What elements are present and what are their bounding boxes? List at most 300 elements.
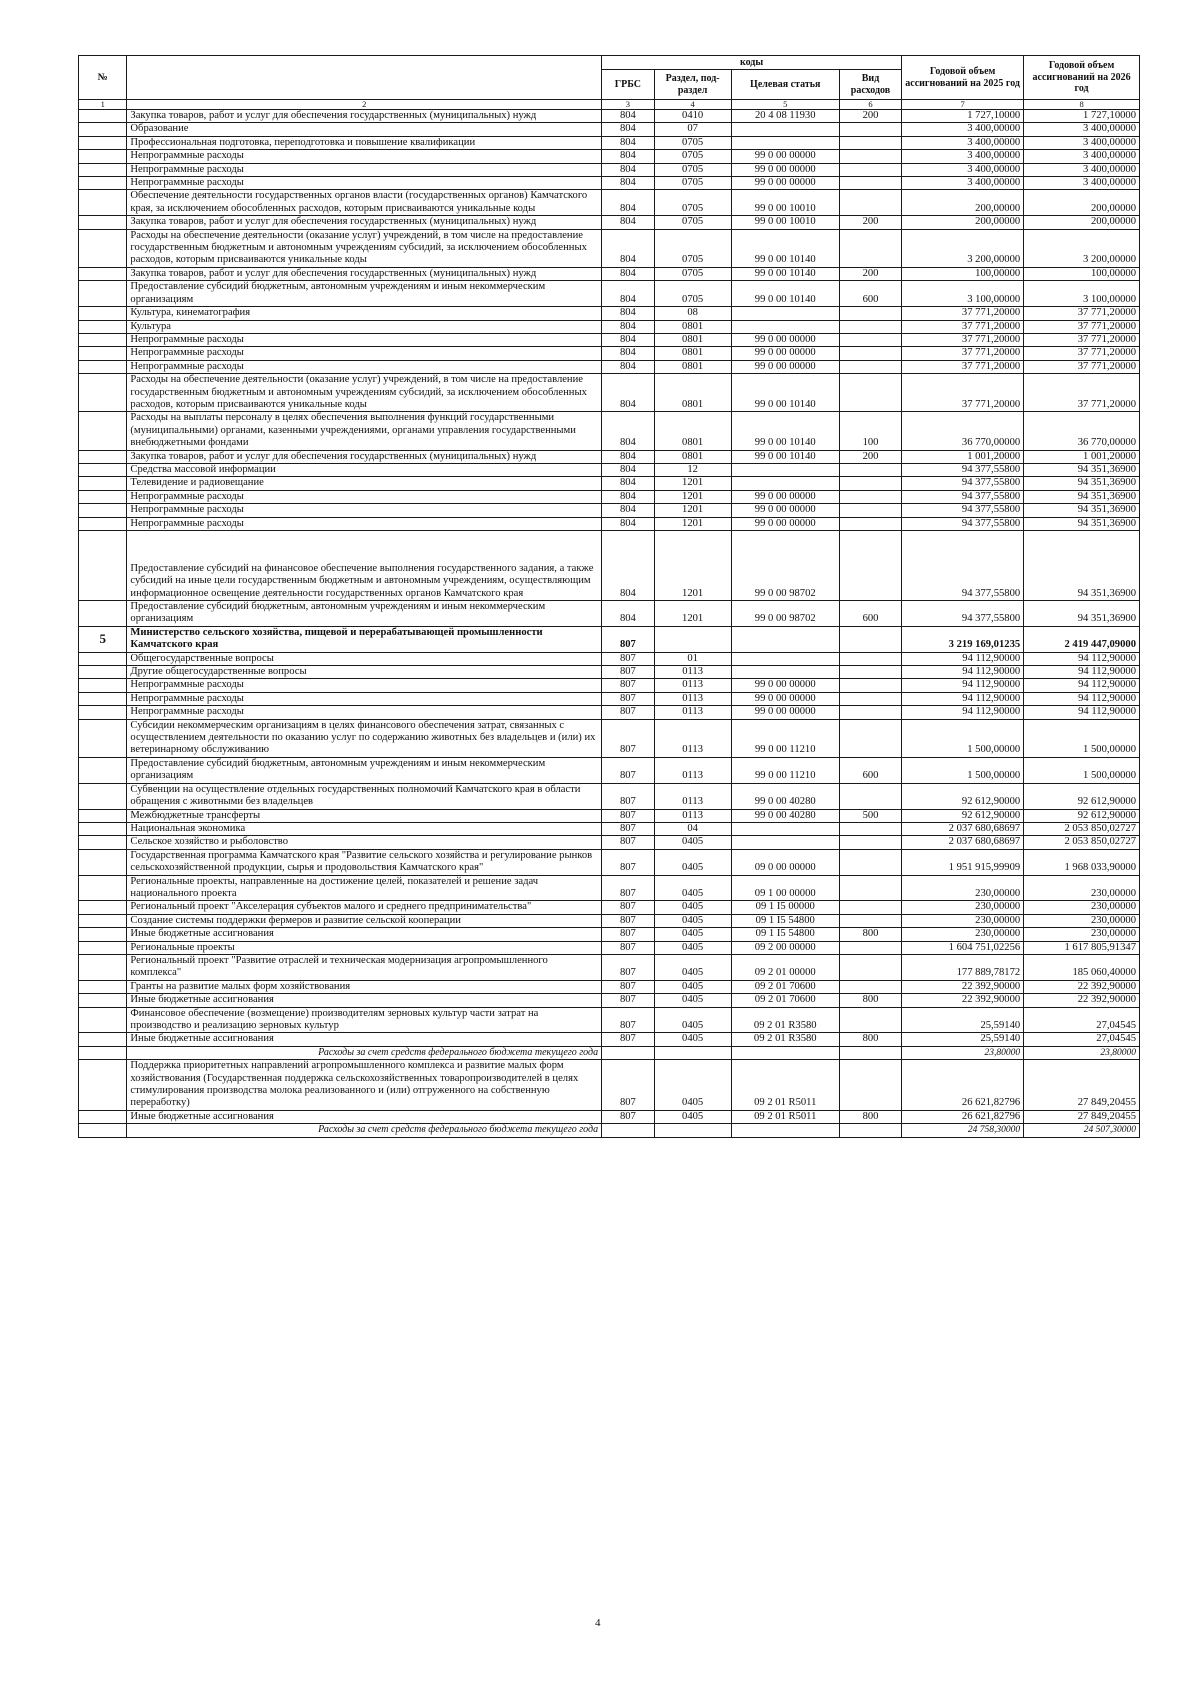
row-section: 0410 xyxy=(654,110,731,123)
row-grbs: 804 xyxy=(602,281,655,307)
row-index xyxy=(79,601,127,627)
row-grbs: 804 xyxy=(602,504,655,517)
row-grbs: 804 xyxy=(602,490,655,503)
table-row xyxy=(79,190,1140,216)
row-vol-2025: 2 037 680,68697 xyxy=(902,822,1024,835)
row-name: Непрограммные расходы xyxy=(127,163,602,176)
row-vol-2026: 37 771,20000 xyxy=(1024,307,1140,320)
row-section: 01 xyxy=(654,652,731,665)
table-row xyxy=(79,1060,1140,1111)
row-target: 09 2 00 00000 xyxy=(731,941,839,954)
header-codes: коды xyxy=(602,56,902,70)
table-header xyxy=(79,56,1140,110)
row-section: 0705 xyxy=(654,281,731,307)
row-name: Общегосударственные вопросы xyxy=(127,652,602,665)
row-grbs: 807 xyxy=(602,1033,655,1046)
row-name: Средства массовой информации xyxy=(127,463,602,476)
row-index xyxy=(79,1033,127,1046)
row-section: 0405 xyxy=(654,875,731,901)
row-target: 09 2 01 R3580 xyxy=(731,1007,839,1033)
row-vol-2026: 3 400,00000 xyxy=(1024,163,1140,176)
row-name: Непрограммные расходы xyxy=(127,347,602,360)
row-name: Субвенции на осуществление отдельных государственных полномочий Камчатского края в области обращения с животными без владельцев xyxy=(127,783,602,809)
row-kind xyxy=(839,477,901,490)
row-section: 0705 xyxy=(654,177,731,190)
row-section: 1201 xyxy=(654,504,731,517)
row-grbs: 804 xyxy=(602,123,655,136)
row-grbs xyxy=(602,1124,655,1137)
row-target xyxy=(731,822,839,835)
row-vol-2026: 3 200,00000 xyxy=(1024,229,1140,267)
row-name: Закупка товаров, работ и услуг для обеспечения государственных (муниципальных) нужд xyxy=(127,267,602,280)
row-vol-2025: 230,00000 xyxy=(902,875,1024,901)
row-grbs: 807 xyxy=(602,1110,655,1123)
row-target xyxy=(731,123,839,136)
row-index xyxy=(79,281,127,307)
row-target xyxy=(731,666,839,679)
row-kind xyxy=(839,1060,901,1111)
row-grbs: 804 xyxy=(602,320,655,333)
row-target: 09 1 00 00000 xyxy=(731,875,839,901)
budget-table xyxy=(78,55,1140,1138)
row-target: 99 0 00 10010 xyxy=(731,190,839,216)
row-vol-2026: 1 617 805,91347 xyxy=(1024,941,1140,954)
table-row xyxy=(79,809,1140,822)
row-target: 99 0 00 00000 xyxy=(731,692,839,705)
row-grbs xyxy=(602,1046,655,1059)
row-vol-2025: 22 392,90000 xyxy=(902,994,1024,1007)
table-row xyxy=(79,267,1140,280)
row-index xyxy=(79,757,127,783)
row-index xyxy=(79,504,127,517)
row-target xyxy=(731,320,839,333)
row-target: 99 0 00 98702 xyxy=(731,531,839,601)
row-target: 99 0 00 11210 xyxy=(731,719,839,757)
row-target xyxy=(731,136,839,149)
row-vol-2026: 185 060,40000 xyxy=(1024,954,1140,980)
table-row xyxy=(79,123,1140,136)
header-vol-2025: Годовой объем ассигнований на 2025 год xyxy=(902,56,1024,100)
row-grbs: 807 xyxy=(602,914,655,927)
table-row xyxy=(79,1124,1140,1137)
row-vol-2025: 26 621,82796 xyxy=(902,1060,1024,1111)
row-index xyxy=(79,123,127,136)
row-vol-2025: 94 112,90000 xyxy=(902,692,1024,705)
row-section: 0113 xyxy=(654,666,731,679)
row-name: Непрограммные расходы xyxy=(127,692,602,705)
row-target xyxy=(731,1046,839,1059)
row-name: Непрограммные расходы xyxy=(127,679,602,692)
row-target: 99 0 00 00000 xyxy=(731,333,839,346)
row-target: 99 0 00 40280 xyxy=(731,783,839,809)
row-kind xyxy=(839,229,901,267)
table-row xyxy=(79,901,1140,914)
row-section: 12 xyxy=(654,463,731,476)
table-row xyxy=(79,490,1140,503)
row-section: 0405 xyxy=(654,980,731,993)
row-vol-2025: 230,00000 xyxy=(902,928,1024,941)
row-grbs: 807 xyxy=(602,783,655,809)
row-vol-2025: 37 771,20000 xyxy=(902,307,1024,320)
row-kind xyxy=(839,347,901,360)
row-target: 09 2 01 R3580 xyxy=(731,1033,839,1046)
row-kind xyxy=(839,914,901,927)
row-name: Региональный проект "Акселерация субъектов малого и среднего предпринимательства" xyxy=(127,901,602,914)
row-index xyxy=(79,374,127,412)
row-kind xyxy=(839,822,901,835)
row-section: 08 xyxy=(654,307,731,320)
row-kind: 200 xyxy=(839,110,901,123)
row-vol-2026: 200,00000 xyxy=(1024,190,1140,216)
row-vol-2025: 94 377,55800 xyxy=(902,531,1024,601)
row-name: Государственная программа Камчатского края "Развитие сельского хозяйства и регулирование рынков сельскохозяйственной продукции, сырья и продовольствия Камчатского края" xyxy=(127,849,602,875)
row-target: 09 1 I5 54800 xyxy=(731,914,839,927)
header-num: № xyxy=(79,56,127,100)
row-vol-2026: 37 771,20000 xyxy=(1024,347,1140,360)
row-kind xyxy=(839,783,901,809)
table-row xyxy=(79,150,1140,163)
table-row xyxy=(79,177,1140,190)
row-index: 5 xyxy=(79,626,127,652)
row-target: 99 0 00 00000 xyxy=(731,490,839,503)
row-index xyxy=(79,216,127,229)
row-vol-2025: 3 400,00000 xyxy=(902,163,1024,176)
row-vol-2026: 2 419 447,09000 xyxy=(1024,626,1140,652)
row-section: 1201 xyxy=(654,517,731,530)
row-vol-2026: 230,00000 xyxy=(1024,928,1140,941)
row-grbs: 807 xyxy=(602,666,655,679)
table-row xyxy=(79,374,1140,412)
row-target: 99 0 00 00000 xyxy=(731,360,839,373)
row-grbs: 804 xyxy=(602,190,655,216)
row-section: 0113 xyxy=(654,757,731,783)
table-row xyxy=(79,822,1140,835)
row-index xyxy=(79,110,127,123)
table-row xyxy=(79,954,1140,980)
row-vol-2025: 24 758,30000 xyxy=(902,1124,1024,1137)
row-grbs: 807 xyxy=(602,719,655,757)
row-vol-2025: 37 771,20000 xyxy=(902,374,1024,412)
row-name: Субсидии некоммерческим организациям в целях финансового обеспечения затрат, связанных с осуществлением деятельности по оказанию услуг по содержанию животных без владельцев и (или) их ветеринарному обслуживанию xyxy=(127,719,602,757)
table-row xyxy=(79,450,1140,463)
row-vol-2025: 94 112,90000 xyxy=(902,706,1024,719)
row-index xyxy=(79,1046,127,1059)
row-vol-2026: 94 351,36900 xyxy=(1024,477,1140,490)
row-vol-2025: 1 727,10000 xyxy=(902,110,1024,123)
table-row xyxy=(79,110,1140,123)
row-index xyxy=(79,347,127,360)
row-vol-2025: 3 400,00000 xyxy=(902,177,1024,190)
row-grbs: 807 xyxy=(602,1060,655,1111)
row-vol-2025: 94 377,55800 xyxy=(902,504,1024,517)
row-name: Гранты на развитие малых форм хозяйствования xyxy=(127,980,602,993)
row-vol-2025: 36 770,00000 xyxy=(902,412,1024,450)
row-name: Расходы на выплаты персоналу в целях обеспечения выполнения функций государственными (муниципальными) органами, казенными учреждениями, органами управления государственными внебюджетными фондами xyxy=(127,412,602,450)
row-index xyxy=(79,136,127,149)
row-vol-2026: 94 112,90000 xyxy=(1024,679,1140,692)
row-name: Региональные проекты, направленные на достижение целей, показателей и решение задач национального проекта xyxy=(127,875,602,901)
row-target xyxy=(731,652,839,665)
row-section: 0405 xyxy=(654,1060,731,1111)
table-row xyxy=(79,281,1140,307)
row-target: 09 1 I5 00000 xyxy=(731,901,839,914)
row-grbs: 804 xyxy=(602,163,655,176)
row-vol-2026: 3 400,00000 xyxy=(1024,177,1140,190)
row-section: 0705 xyxy=(654,163,731,176)
row-index xyxy=(79,333,127,346)
row-vol-2025: 94 112,90000 xyxy=(902,666,1024,679)
row-index xyxy=(79,822,127,835)
row-vol-2025: 230,00000 xyxy=(902,901,1024,914)
row-section: 0405 xyxy=(654,1033,731,1046)
table-row xyxy=(79,994,1140,1007)
row-target xyxy=(731,307,839,320)
row-index xyxy=(79,666,127,679)
table-row xyxy=(79,229,1140,267)
row-vol-2026: 94 351,36900 xyxy=(1024,517,1140,530)
row-kind xyxy=(839,1046,901,1059)
row-index xyxy=(79,463,127,476)
row-section: 04 xyxy=(654,822,731,835)
row-target: 99 0 00 00000 xyxy=(731,347,839,360)
table-row xyxy=(79,136,1140,149)
row-grbs: 804 xyxy=(602,450,655,463)
row-vol-2026: 92 612,90000 xyxy=(1024,783,1140,809)
row-grbs: 807 xyxy=(602,692,655,705)
row-section: 0405 xyxy=(654,994,731,1007)
row-vol-2025: 1 604 751,02256 xyxy=(902,941,1024,954)
row-index xyxy=(79,719,127,757)
row-index xyxy=(79,190,127,216)
row-kind xyxy=(839,360,901,373)
row-kind xyxy=(839,136,901,149)
table-row xyxy=(79,626,1140,652)
row-section: 0405 xyxy=(654,901,731,914)
row-index xyxy=(79,150,127,163)
row-name: Предоставление субсидий бюджетным, автономным учреждениям и иным некоммерческим организациям xyxy=(127,757,602,783)
table-row xyxy=(79,504,1140,517)
row-name: Непрограммные расходы xyxy=(127,333,602,346)
row-vol-2025: 37 771,20000 xyxy=(902,347,1024,360)
row-kind xyxy=(839,875,901,901)
row-vol-2026: 37 771,20000 xyxy=(1024,333,1140,346)
row-vol-2025: 94 377,55800 xyxy=(902,601,1024,627)
row-grbs: 804 xyxy=(602,374,655,412)
row-target: 99 0 00 40280 xyxy=(731,809,839,822)
row-kind xyxy=(839,504,901,517)
row-target: 09 2 01 00000 xyxy=(731,954,839,980)
row-target: 99 0 00 00000 xyxy=(731,517,839,530)
row-section: 0405 xyxy=(654,1007,731,1033)
row-vol-2025: 200,00000 xyxy=(902,216,1024,229)
row-vol-2026: 230,00000 xyxy=(1024,901,1140,914)
row-section xyxy=(654,626,731,652)
row-kind: 800 xyxy=(839,1110,901,1123)
row-vol-2025: 1 001,20000 xyxy=(902,450,1024,463)
row-target xyxy=(731,477,839,490)
row-grbs: 804 xyxy=(602,177,655,190)
row-kind xyxy=(839,517,901,530)
row-kind xyxy=(839,463,901,476)
row-index xyxy=(79,163,127,176)
row-name: Иные бюджетные ассигнования xyxy=(127,928,602,941)
row-index xyxy=(79,267,127,280)
colnum-7: 7 xyxy=(902,100,1024,110)
table-row xyxy=(79,517,1140,530)
table-row xyxy=(79,477,1140,490)
row-kind xyxy=(839,320,901,333)
row-vol-2025: 37 771,20000 xyxy=(902,320,1024,333)
table-row xyxy=(79,914,1140,927)
row-vol-2026: 94 112,90000 xyxy=(1024,652,1140,665)
row-grbs: 804 xyxy=(602,307,655,320)
row-vol-2025: 92 612,90000 xyxy=(902,783,1024,809)
row-kind xyxy=(839,626,901,652)
row-target: 99 0 00 00000 xyxy=(731,150,839,163)
colnum-4: 4 xyxy=(654,100,731,110)
row-kind xyxy=(839,706,901,719)
row-index xyxy=(79,517,127,530)
row-index xyxy=(79,928,127,941)
row-section: 1201 xyxy=(654,477,731,490)
budget-table-sheet xyxy=(78,55,1140,1138)
row-section: 0705 xyxy=(654,150,731,163)
row-grbs: 804 xyxy=(602,531,655,601)
row-name: Национальная экономика xyxy=(127,822,602,835)
row-kind: 200 xyxy=(839,216,901,229)
row-vol-2026: 27,04545 xyxy=(1024,1033,1140,1046)
row-name: Непрограммные расходы xyxy=(127,490,602,503)
row-grbs: 804 xyxy=(602,463,655,476)
row-vol-2026: 1 727,10000 xyxy=(1024,110,1140,123)
row-section: 0801 xyxy=(654,374,731,412)
row-index xyxy=(79,1060,127,1111)
row-vol-2026: 94 351,36900 xyxy=(1024,504,1140,517)
row-target: 09 1 I5 54800 xyxy=(731,928,839,941)
row-grbs: 804 xyxy=(602,347,655,360)
table-row xyxy=(79,692,1140,705)
row-kind xyxy=(839,1124,901,1137)
row-index xyxy=(79,692,127,705)
row-name: Профессиональная подготовка, переподготовка и повышение квалификации xyxy=(127,136,602,149)
row-name: Закупка товаров, работ и услуг для обеспечения государственных (муниципальных) нужд xyxy=(127,450,602,463)
row-name: Иные бюджетные ассигнования xyxy=(127,1110,602,1123)
row-name: Образование xyxy=(127,123,602,136)
row-index xyxy=(79,836,127,849)
row-grbs: 807 xyxy=(602,1007,655,1033)
table-row xyxy=(79,941,1140,954)
row-index xyxy=(79,941,127,954)
table-row xyxy=(79,652,1140,665)
row-name: Поддержка приоритетных направлений агропромышленного комплекса и развитие малых форм хозяйствования (Государственная поддержка сельскохозяйственных товаропроизводителей в целях стимулирования производства молока реализованного и (или) отгруженного на собственную переработку) xyxy=(127,1060,602,1111)
table-row xyxy=(79,531,1140,601)
row-vol-2026: 94 112,90000 xyxy=(1024,666,1140,679)
row-kind xyxy=(839,1007,901,1033)
table-row xyxy=(79,849,1140,875)
row-vol-2026: 36 770,00000 xyxy=(1024,412,1140,450)
row-grbs: 807 xyxy=(602,849,655,875)
row-kind xyxy=(839,849,901,875)
row-target: 09 0 00 00000 xyxy=(731,849,839,875)
row-vol-2025: 37 771,20000 xyxy=(902,333,1024,346)
row-index xyxy=(79,360,127,373)
row-vol-2026: 94 351,36900 xyxy=(1024,531,1140,601)
colnum-6: 6 xyxy=(839,100,901,110)
row-vol-2026: 37 771,20000 xyxy=(1024,320,1140,333)
row-index xyxy=(79,954,127,980)
row-vol-2026: 3 400,00000 xyxy=(1024,136,1140,149)
row-kind xyxy=(839,333,901,346)
row-target: 99 0 00 10010 xyxy=(731,216,839,229)
row-kind xyxy=(839,150,901,163)
row-target: 09 2 01 70600 xyxy=(731,980,839,993)
row-target: 99 0 00 11210 xyxy=(731,757,839,783)
row-kind xyxy=(839,679,901,692)
row-vol-2025: 1 951 915,99909 xyxy=(902,849,1024,875)
row-vol-2026: 24 507,30000 xyxy=(1024,1124,1140,1137)
row-grbs: 807 xyxy=(602,822,655,835)
row-index xyxy=(79,531,127,601)
row-section: 0405 xyxy=(654,1110,731,1123)
row-kind: 200 xyxy=(839,450,901,463)
table-row xyxy=(79,666,1140,679)
row-name: Межбюджетные трансферты xyxy=(127,809,602,822)
row-vol-2026: 200,00000 xyxy=(1024,216,1140,229)
row-index xyxy=(79,307,127,320)
row-name: Культура, кинематография xyxy=(127,307,602,320)
row-grbs: 804 xyxy=(602,136,655,149)
row-vol-2026: 94 351,36900 xyxy=(1024,490,1140,503)
header-vol-2026: Годовой объем ассигнований на 2026 год xyxy=(1024,56,1140,100)
row-vol-2026: 22 392,90000 xyxy=(1024,994,1140,1007)
row-vol-2026: 230,00000 xyxy=(1024,914,1140,927)
row-kind: 800 xyxy=(839,994,901,1007)
row-vol-2025: 1 500,00000 xyxy=(902,757,1024,783)
row-index xyxy=(79,679,127,692)
row-kind xyxy=(839,980,901,993)
row-index xyxy=(79,229,127,267)
row-vol-2025: 3 400,00000 xyxy=(902,123,1024,136)
row-kind: 500 xyxy=(839,809,901,822)
row-grbs: 807 xyxy=(602,809,655,822)
row-name: Расходы на обеспечение деятельности (оказание услуг) учреждений, в том числе на предоставление государственным бюджетным и автономным учреждениям субсидий, за исключением обособленных расходов, которым присваиваются уникальные коды xyxy=(127,229,602,267)
row-name: Финансовое обеспечение (возмещение) производителям зерновых культур части затрат на производство и реализацию зерновых культур xyxy=(127,1007,602,1033)
row-name: Предоставление субсидий бюджетным, автономным учреждениям и иным некоммерческим организациям xyxy=(127,281,602,307)
row-index xyxy=(79,980,127,993)
row-name: Региональные проекты xyxy=(127,941,602,954)
row-target: 99 0 00 00000 xyxy=(731,706,839,719)
row-kind xyxy=(839,531,901,601)
row-section: 0801 xyxy=(654,333,731,346)
row-target: 09 2 01 70600 xyxy=(731,994,839,1007)
row-section: 0113 xyxy=(654,692,731,705)
row-kind xyxy=(839,901,901,914)
table-row xyxy=(79,163,1140,176)
row-vol-2026: 22 392,90000 xyxy=(1024,980,1140,993)
row-kind xyxy=(839,374,901,412)
row-grbs: 804 xyxy=(602,150,655,163)
row-grbs: 807 xyxy=(602,706,655,719)
row-section: 0405 xyxy=(654,954,731,980)
row-grbs: 807 xyxy=(602,980,655,993)
row-vol-2025: 94 377,55800 xyxy=(902,463,1024,476)
row-kind: 600 xyxy=(839,281,901,307)
row-vol-2025: 22 392,90000 xyxy=(902,980,1024,993)
table-row xyxy=(79,679,1140,692)
row-name: Непрограммные расходы xyxy=(127,150,602,163)
row-vol-2025: 3 200,00000 xyxy=(902,229,1024,267)
table-body xyxy=(79,110,1140,1138)
